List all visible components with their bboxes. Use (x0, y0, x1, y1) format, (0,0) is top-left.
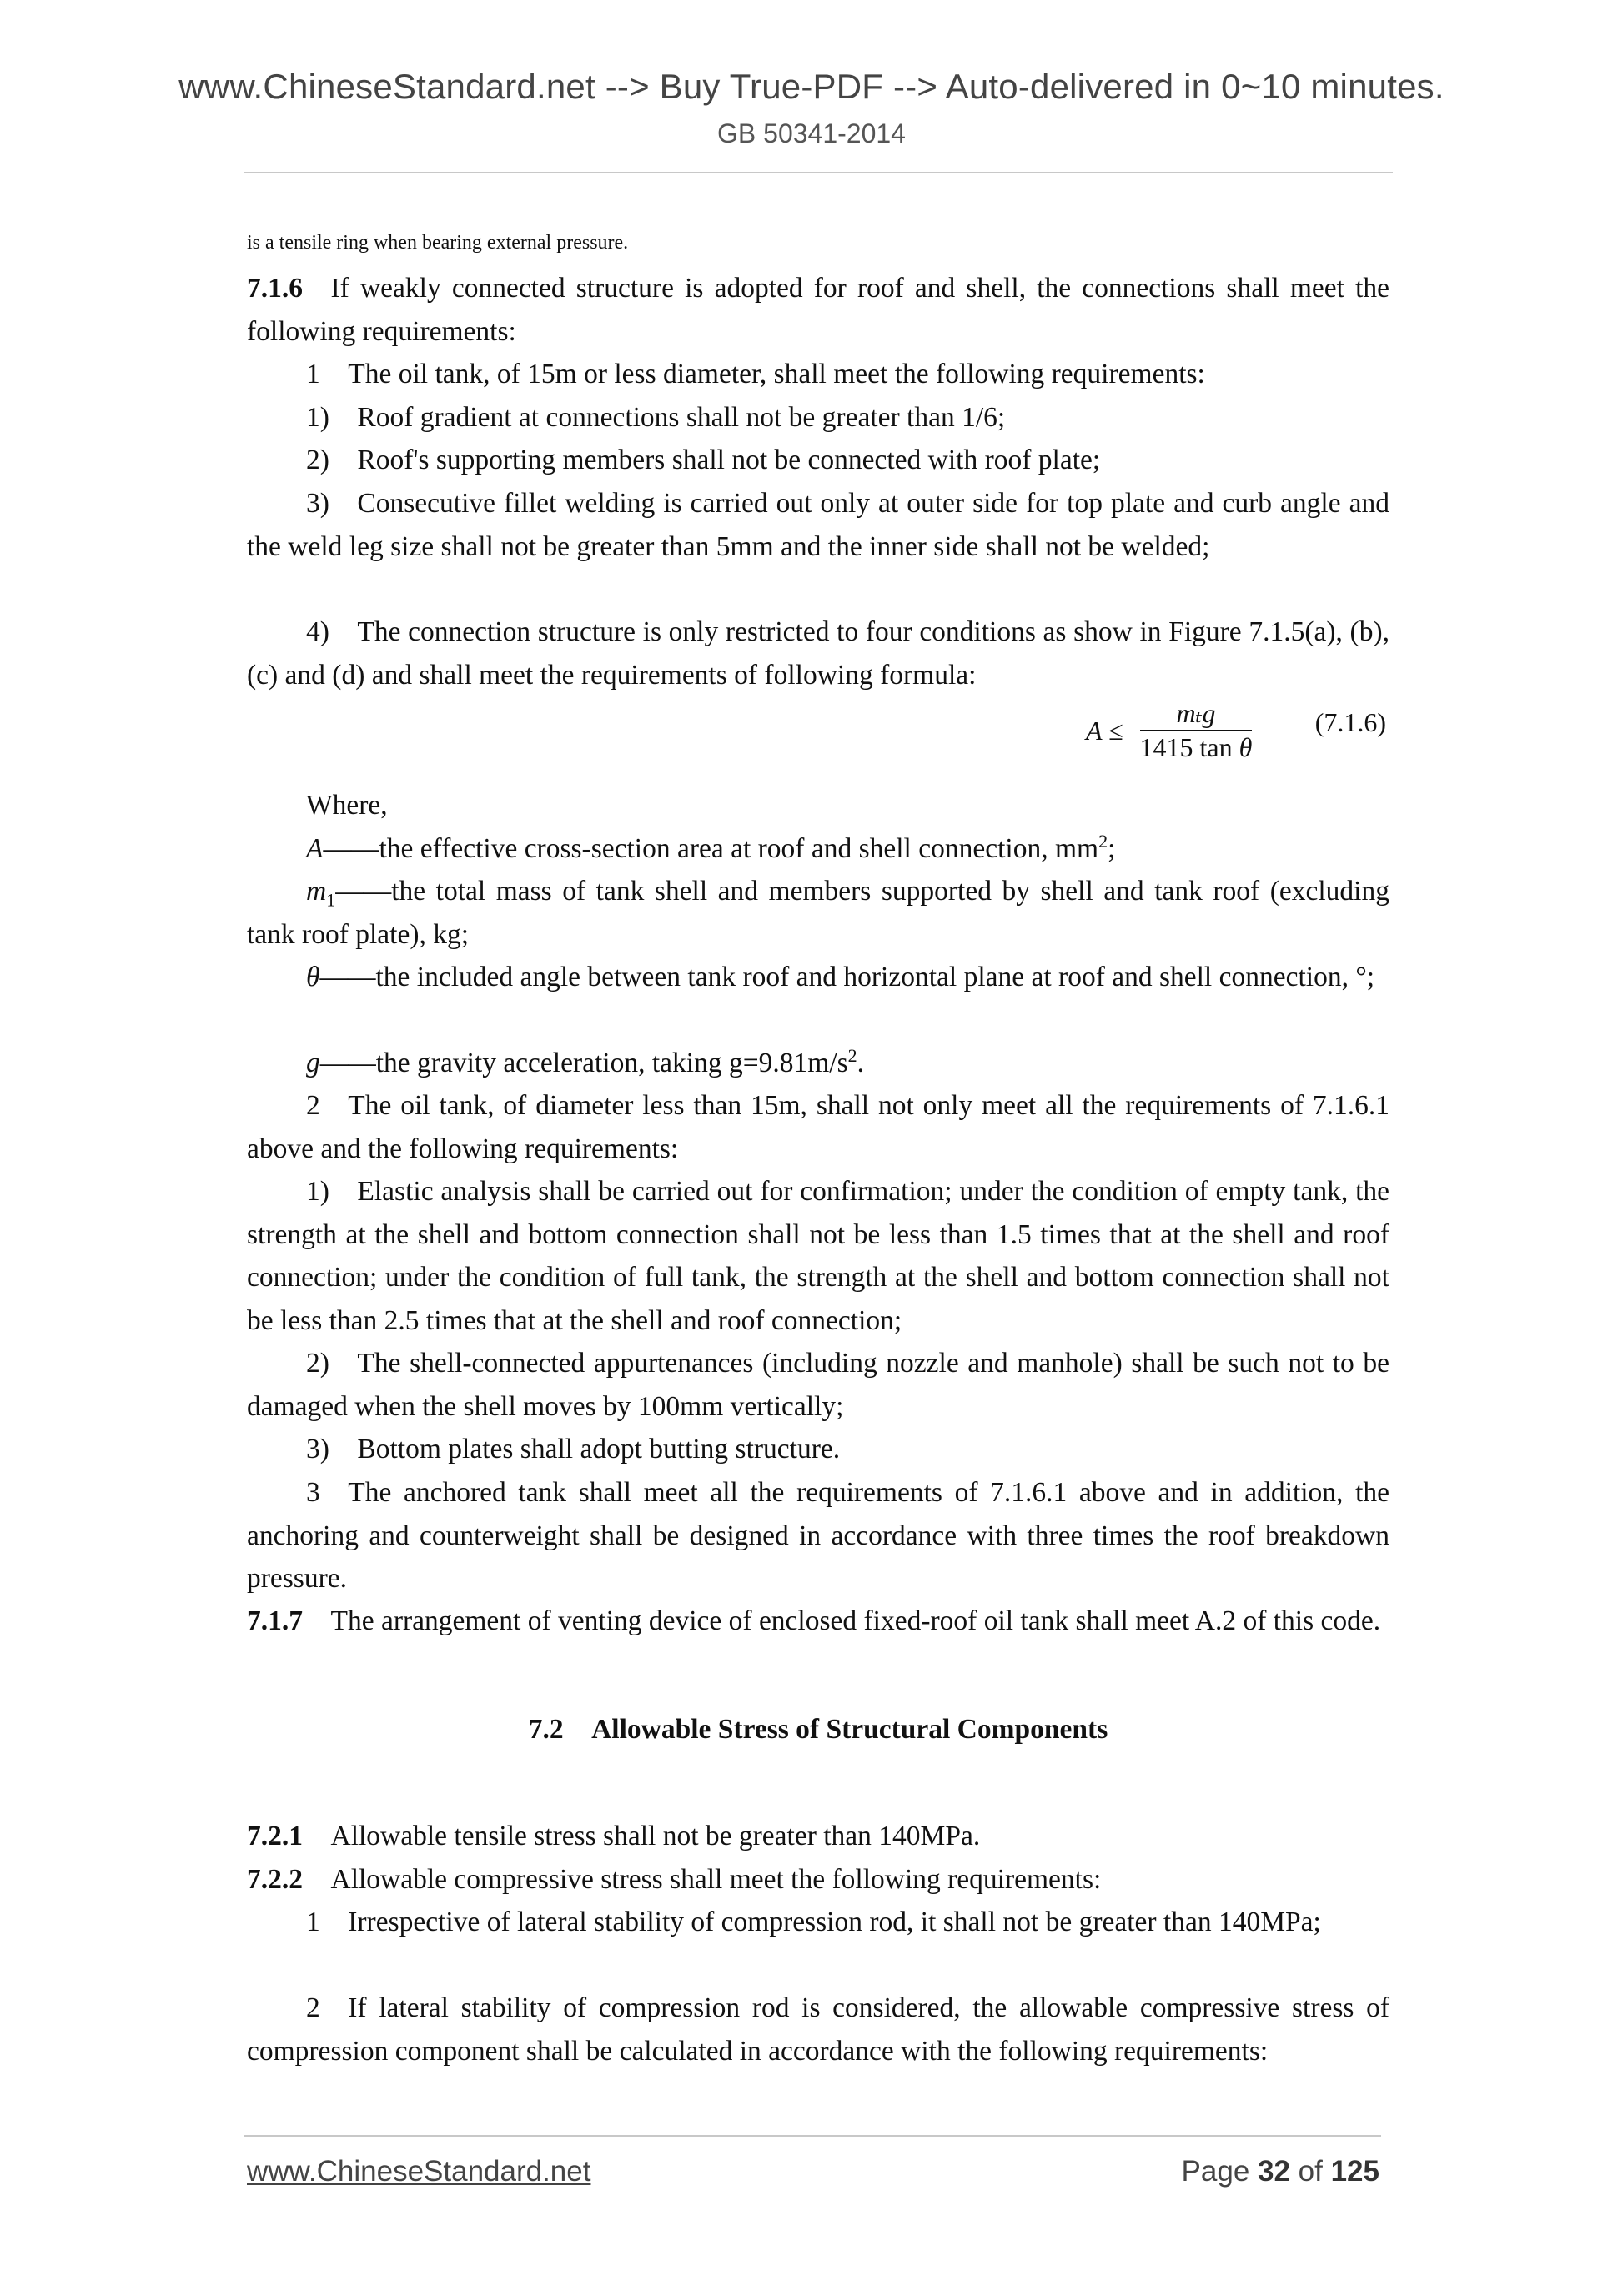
clause-text: Allowable compressive stress shall meet the following requirements: (330, 1864, 1102, 1895)
footer-divider (244, 2135, 1381, 2137)
definition-theta (247, 956, 1389, 999)
item-1-4: 4) The connection structure is only restricted to four conditions as show in Figure 7.1.5(a), (b), (c) and (d) and shall meet the requirements of following formula: (247, 616, 1389, 691)
definition-m1 (247, 870, 1389, 956)
formula-numerator: mₜg (1176, 698, 1216, 728)
where-label: Where, (306, 790, 388, 821)
total-pages: 125 (1330, 2155, 1379, 2188)
clause-7-1-6 (247, 267, 1389, 353)
symbol-a: A (306, 833, 324, 864)
clause-7-1-7 (247, 1600, 1389, 1643)
item-2-3: 3) Bottom plates shall adopt butting structure. (306, 1434, 841, 1465)
formula-row (247, 697, 1389, 764)
formula-denominator (1140, 731, 1253, 763)
item-3: 3 The anchored tank shall meet all the requirements of 7.1.6.1 above and in addition, the anchoring and counterweight shall be designed in accordance with three times the roof breakdown pressure. (247, 1477, 1389, 1594)
subscript: 1 (326, 889, 336, 911)
section-title: 7.2 Allowable Stress of Structural Components (528, 1714, 1108, 1745)
standard-code: GB 50341-2014 (717, 118, 906, 148)
clause-number: 7.2.1 (247, 1821, 303, 1851)
page-prefix: Page (1181, 2155, 1259, 2188)
page-of: of (1289, 2155, 1331, 2188)
item-7-2-2-2: 2 If lateral stability of compression rod is considered, the allowable compressive stress of compression component shall be calculated in accordance with the following requirements: (247, 1992, 1389, 2067)
footer-site-link[interactable]: www.ChineseStandard.net (247, 2155, 591, 2188)
item-1: 1 The oil tank, of 15m or less diameter, shall meet the following requirements: (306, 359, 1205, 389)
item-1-1: 1) Roof gradient at connections shall not be greater than 1/6; (306, 402, 1006, 433)
superscript: 2 (847, 1044, 857, 1066)
theta-symbol: θ (1239, 732, 1253, 762)
symbol-theta: θ (306, 962, 320, 992)
definition-tail: ; (1108, 833, 1116, 864)
definition-a (247, 827, 1389, 871)
site-banner[interactable]: www.ChineseStandard.net --> Buy True-PDF --> Auto-delivered in 0~10 minutes. (178, 67, 1445, 106)
item-2-2: 2) The shell-connected appurtenances (including nozzle and manhole) shall be such not to be damaged when the shell moves by 100mm vertically; (247, 1348, 1389, 1422)
clause-7-2-2 (247, 1858, 1389, 1902)
item-2: 2 The oil tank, of diameter less than 15m, shall not only meet all the requirements of 7.1.6.1 above and the following requirements: (247, 1090, 1389, 1164)
formula-lhs: A ≤ (1086, 715, 1123, 746)
clause-7-2-1 (247, 1815, 1389, 1858)
clause-number: 7.1.6 (247, 273, 303, 304)
clause-text: If weakly connected structure is adopted for roof and shell, the connections shall meet the following requirements: (247, 273, 1389, 347)
clause-text: Allowable tensile stress shall not be greater than 140MPa. (330, 1821, 981, 1851)
equation-number: (7.1.6) (1314, 707, 1386, 737)
clause-number: 7.2.2 (247, 1864, 303, 1895)
symbol-m: m (306, 876, 327, 907)
clause-text: The arrangement of venting device of enclosed fixed-roof oil tank shall meet A.2 of this code. (330, 1605, 1381, 1636)
item-7-2-2-1: 1 Irrespective of lateral stability of compression rod, it shall not be greater than 140MPa; (306, 1907, 1321, 1937)
page-counter (1182, 2155, 1379, 2188)
formula-fraction (1140, 698, 1253, 763)
denominator-text: 1415 tan (1139, 732, 1239, 762)
definition-text: ——the gravity acceleration, taking g=9.81m/s (319, 1048, 848, 1078)
symbol-g: g (306, 1048, 320, 1078)
superscript: 2 (1098, 830, 1108, 852)
item-1-2: 2) Roof's supporting members shall not be connected with roof plate; (306, 445, 1101, 475)
definition-text: ——the included angle between tank roof and horizontal plane at roof and shell connection, °; (319, 962, 1375, 992)
clause-number: 7.1.7 (247, 1605, 303, 1636)
carry-over-line: is a tensile ring when bearing external pressure. (247, 232, 629, 254)
definition-text: ——the effective cross-section area at roof and shell connection, mm (323, 833, 1099, 864)
formula (1086, 697, 1252, 764)
definition-tail: . (857, 1048, 865, 1078)
header-divider (244, 172, 1393, 173)
current-page: 32 (1258, 2155, 1290, 2188)
item-2-1: 1) Elastic analysis shall be carried out for confirmation; under the condition of empty tank, the strength at the shell and bottom connection shall not be less than 1.5 times that at the shell and roof connection; under the condition of full tank, the strength at the shell and bottom connection shall not be less than 2.5 times that at the shell and roof connection; (247, 1176, 1389, 1336)
definition-g (247, 1042, 1389, 1085)
item-1-3: 3) Consecutive fillet welding is carried out only at outer side for top plate and curb angle and the weld leg size shall not be greater than 5mm and the inner side shall not be welded; (247, 488, 1389, 562)
definition-text: ——the total mass of tank shell and members supported by shell and tank roof (excluding tank roof plate), kg; (247, 876, 1389, 950)
